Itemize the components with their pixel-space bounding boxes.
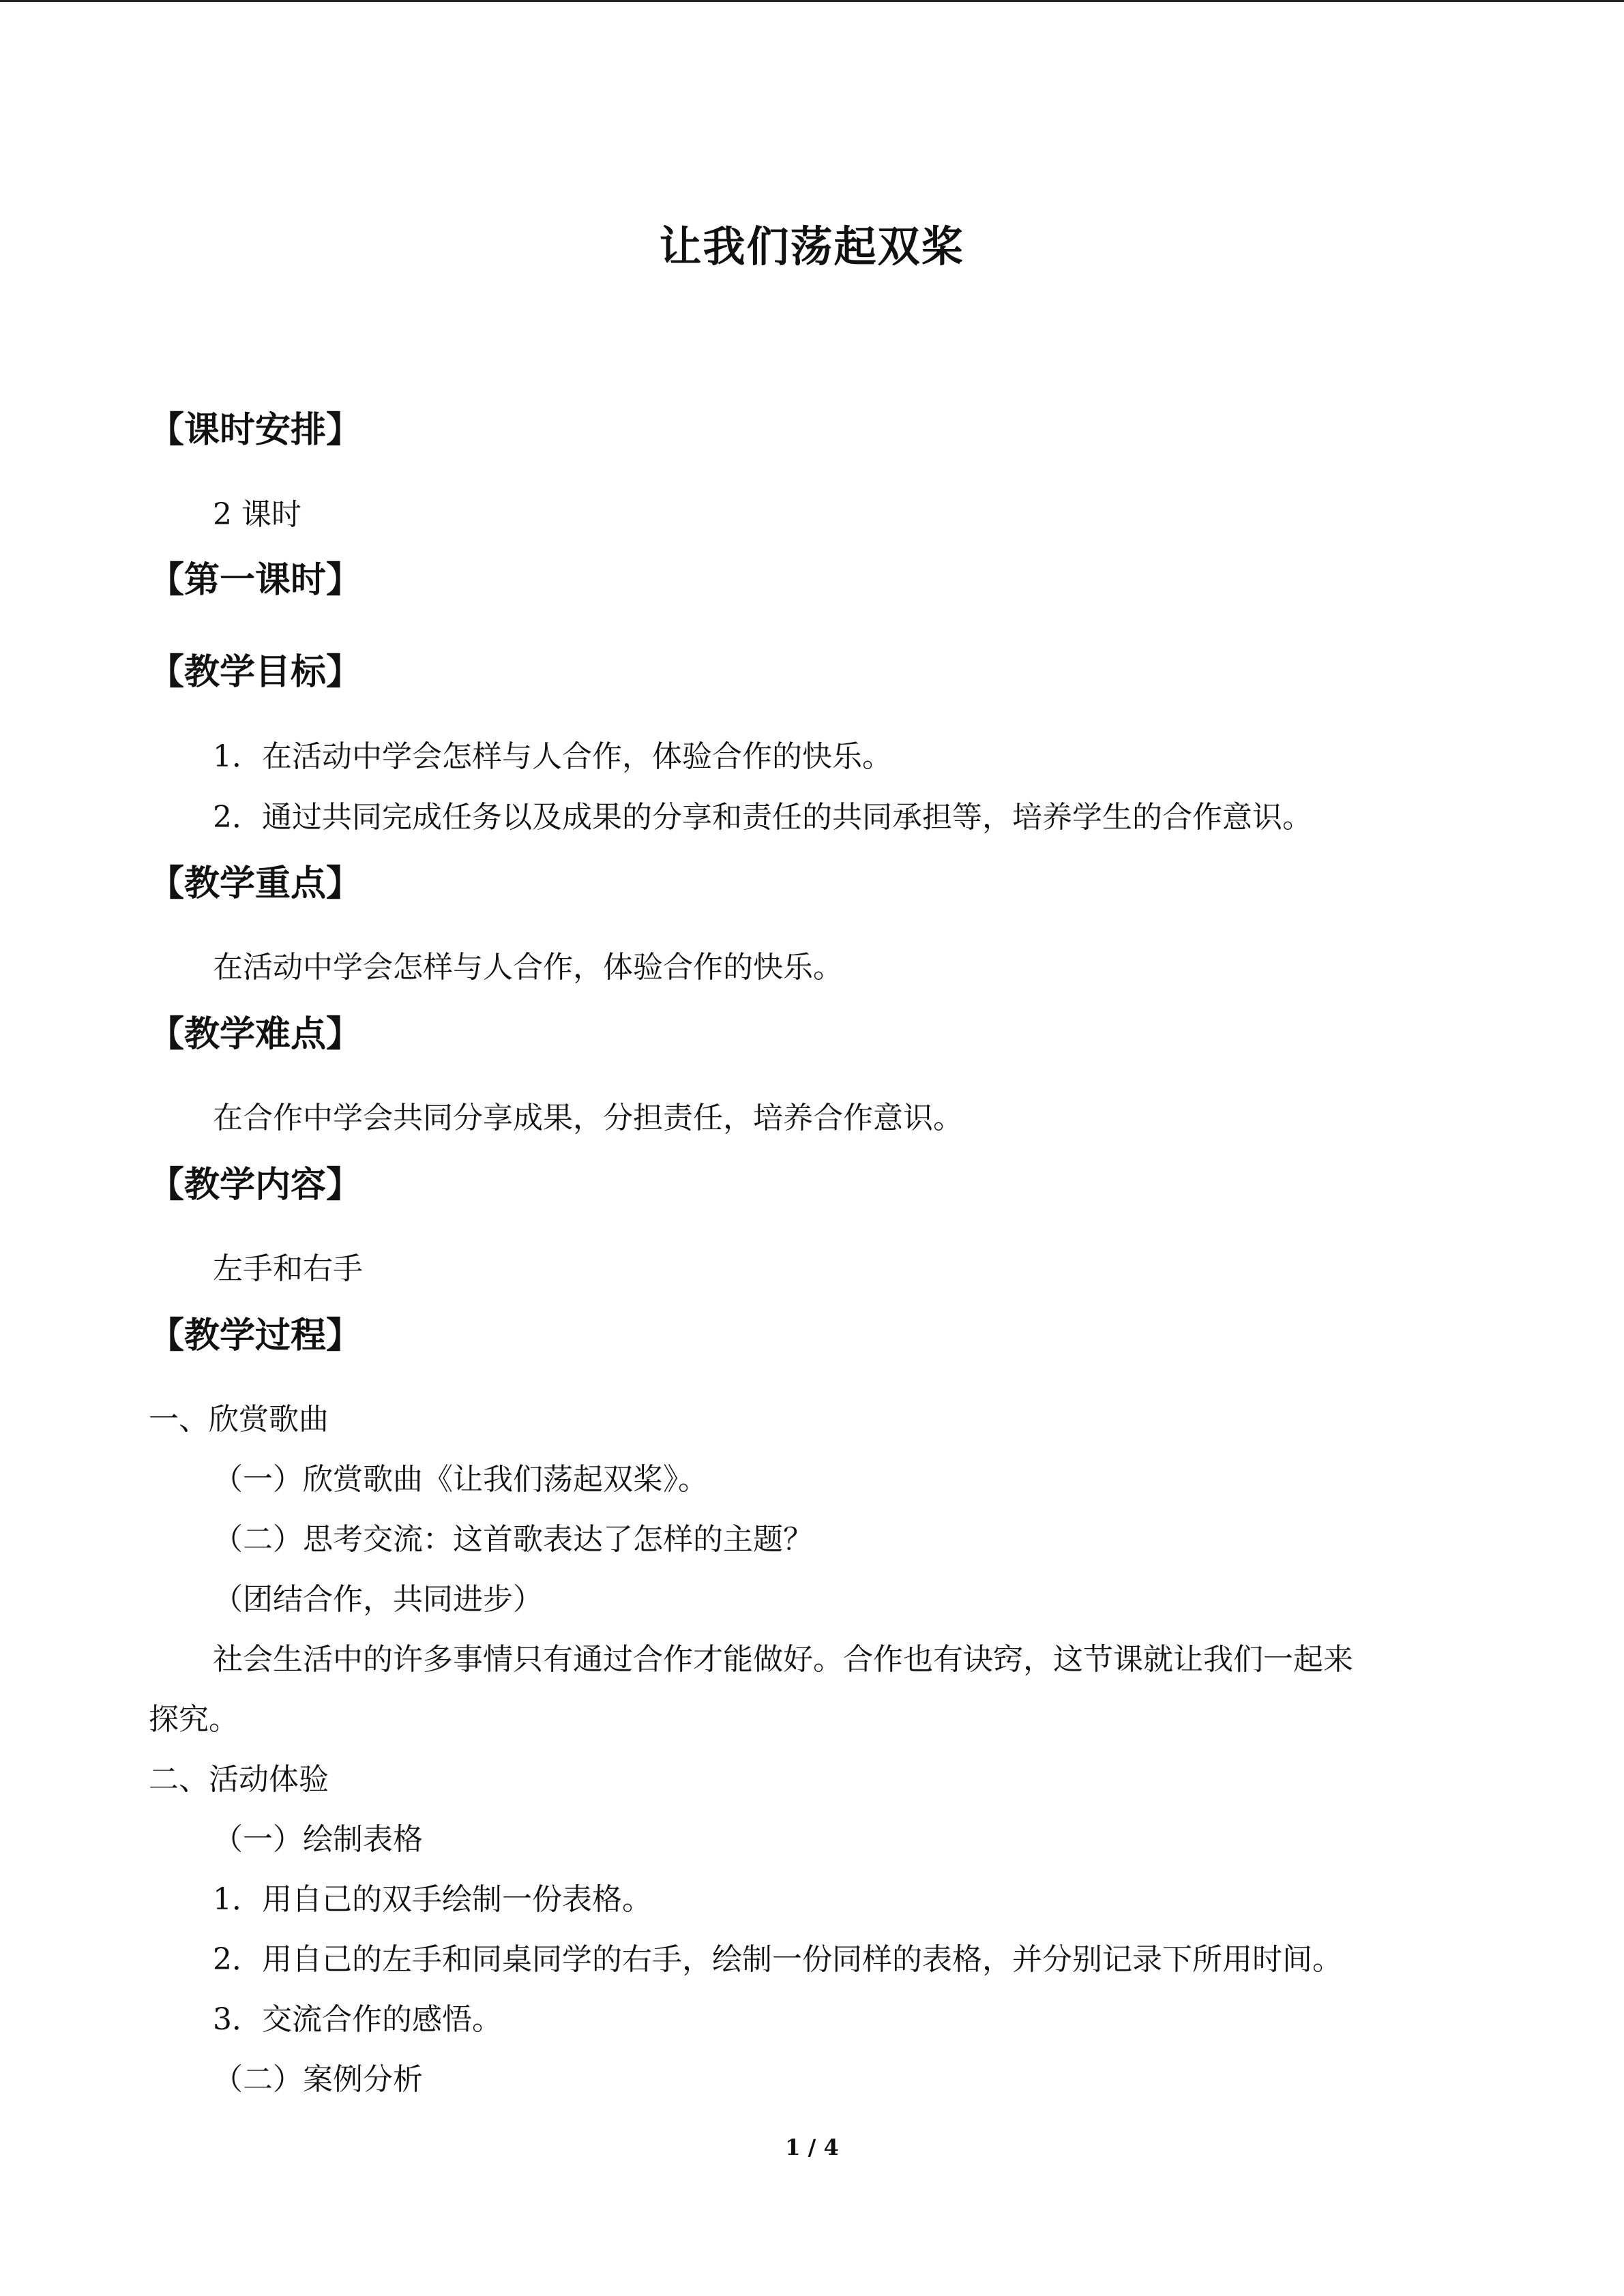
process-s2-subsection-2: （二）案例分析 (213, 2062, 423, 2097)
heading-key-points: 【教学重点】 (149, 863, 362, 904)
process-s1-paragraph-line-1: 社会生活中的许多事情只有通过合作才能做好。合作也有诀窍，这节课就让我们一起来 (213, 1642, 1353, 1677)
process-s2-step-2: 2．用自己的左手和同桌同学的右手，绘制一份同样的表格，并分别记录下所用时间。 (213, 1942, 1342, 1977)
heading-content: 【教学内容】 (149, 1165, 362, 1206)
process-s1-item-3: （团结合作，共同进步） (213, 1582, 543, 1617)
heading-schedule: 【课时安排】 (149, 410, 362, 451)
process-s2-step-3: 3．交流合作的感悟。 (213, 2002, 502, 2037)
goal-item-2: 2．通过共同完成任务以及成果的分享和责任的共同承担等，培养学生的合作意识。 (213, 800, 1312, 835)
process-s1-item-2: （二）思考交流：这首歌表达了怎样的主题？ (213, 1522, 813, 1557)
heading-goals: 【教学目标】 (149, 652, 362, 693)
document-title: 让我们荡起双桨 (659, 222, 965, 271)
page-number: 1 / 4 (785, 2134, 839, 2160)
key-points-text: 在活动中学会怎样与人合作，体验合作的快乐。 (213, 950, 843, 985)
process-section-2: 二、活动体验 (149, 1762, 329, 1797)
content-text: 左手和右手 (213, 1251, 363, 1286)
difficulties-text: 在合作中学会共同分享成果，分担责任，培养合作意识。 (213, 1101, 963, 1135)
process-s2-subsection-1: （一）绘制表格 (213, 1822, 423, 1857)
heading-process: 【教学过程】 (149, 1315, 362, 1356)
heading-difficulties: 【教学难点】 (149, 1014, 362, 1055)
process-section-1: 一、欣赏歌曲 (149, 1402, 329, 1437)
process-s1-paragraph-line-2: 探究。 (149, 1702, 239, 1737)
goal-item-1: 1．在活动中学会怎样与人合作，体验合作的快乐。 (213, 739, 892, 774)
process-s2-step-1: 1．用自己的双手绘制一份表格。 (213, 1882, 652, 1917)
heading-first-lesson: 【第一课时】 (149, 560, 362, 601)
top-border (0, 0, 1624, 2)
process-s1-item-1: （一）欣赏歌曲《让我们荡起双桨》。 (213, 1462, 708, 1497)
schedule-text: 2 课时 (213, 497, 301, 532)
